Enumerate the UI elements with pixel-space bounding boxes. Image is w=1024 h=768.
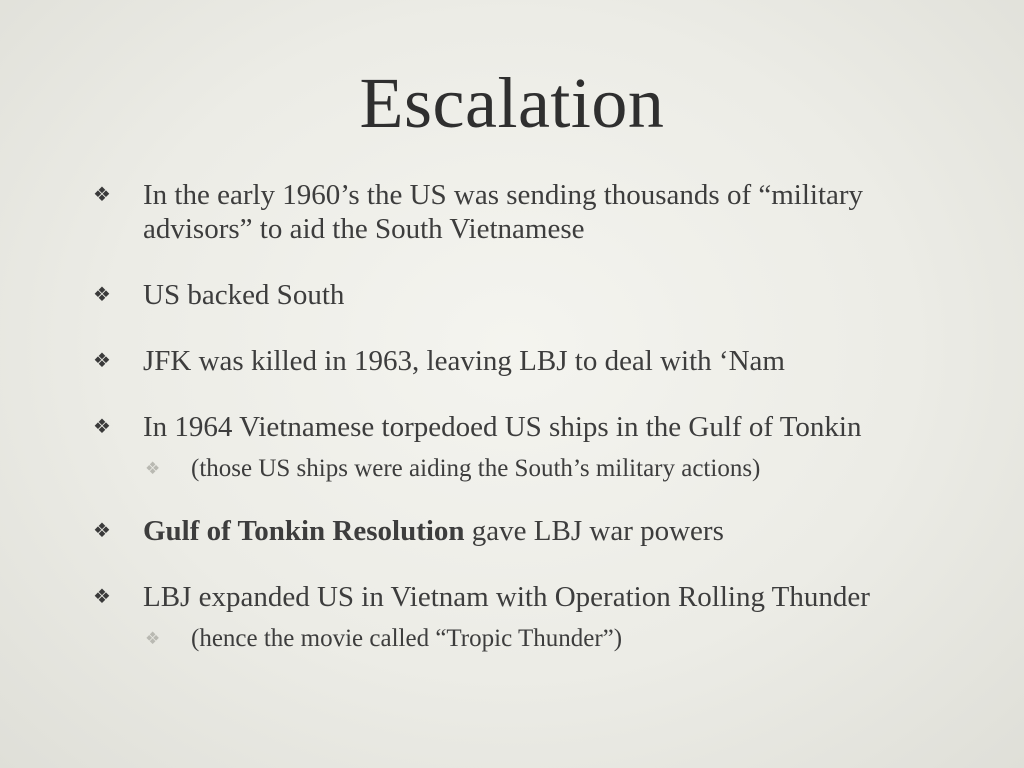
bullet-text xyxy=(143,514,913,548)
bullet-item xyxy=(93,178,913,246)
bullet-text: In 1964 Vietnamese torpedoed US ships in the Gulf of Tonkin xyxy=(143,411,862,443)
four-diamond-bullet-icon: ❖ xyxy=(93,350,111,372)
sub-bullet-text: (hence the movie called “Tropic Thunder”) xyxy=(191,625,623,652)
four-diamond-bullet-icon: ❖ xyxy=(93,416,111,438)
four-diamond-bullet-icon: ❖ xyxy=(93,184,111,206)
bullet-text: In the early 1960’s the US was sending thousands of “military advisors” to aid the South Vietnamese xyxy=(143,179,864,245)
bullet-item xyxy=(93,410,913,444)
bullet-item xyxy=(93,344,913,378)
bullet-text-rest: gave LBJ war powers xyxy=(464,515,724,547)
bullet-text: US backed South xyxy=(143,279,345,311)
bold-term: Gulf of Tonkin Resolution xyxy=(143,515,465,547)
bullet-text: JFK was killed in 1963, leaving LBJ to deal with ‘Nam xyxy=(143,345,785,377)
bullet-item xyxy=(93,514,913,548)
four-diamond-bullet-icon: ❖ xyxy=(93,586,111,608)
slide-title: Escalation xyxy=(359,63,665,143)
sub-bullet-item xyxy=(93,454,913,484)
four-diamond-bullet-icon: ❖ xyxy=(93,520,111,542)
sub-bullet-text: (those US ships were aiding the South’s military actions) xyxy=(191,455,761,482)
bullet-item xyxy=(93,580,913,614)
four-diamond-bullet-icon: ❖ xyxy=(93,284,111,306)
four-diamond-sub-bullet-icon: ❖ xyxy=(145,459,161,478)
sub-bullet-item xyxy=(93,624,913,654)
four-diamond-sub-bullet-icon: ❖ xyxy=(145,629,161,648)
bullet-text: LBJ expanded US in Vietnam with Operation Rolling Thunder xyxy=(143,581,870,613)
bullet-item xyxy=(93,278,913,312)
bullet-list xyxy=(93,178,913,684)
